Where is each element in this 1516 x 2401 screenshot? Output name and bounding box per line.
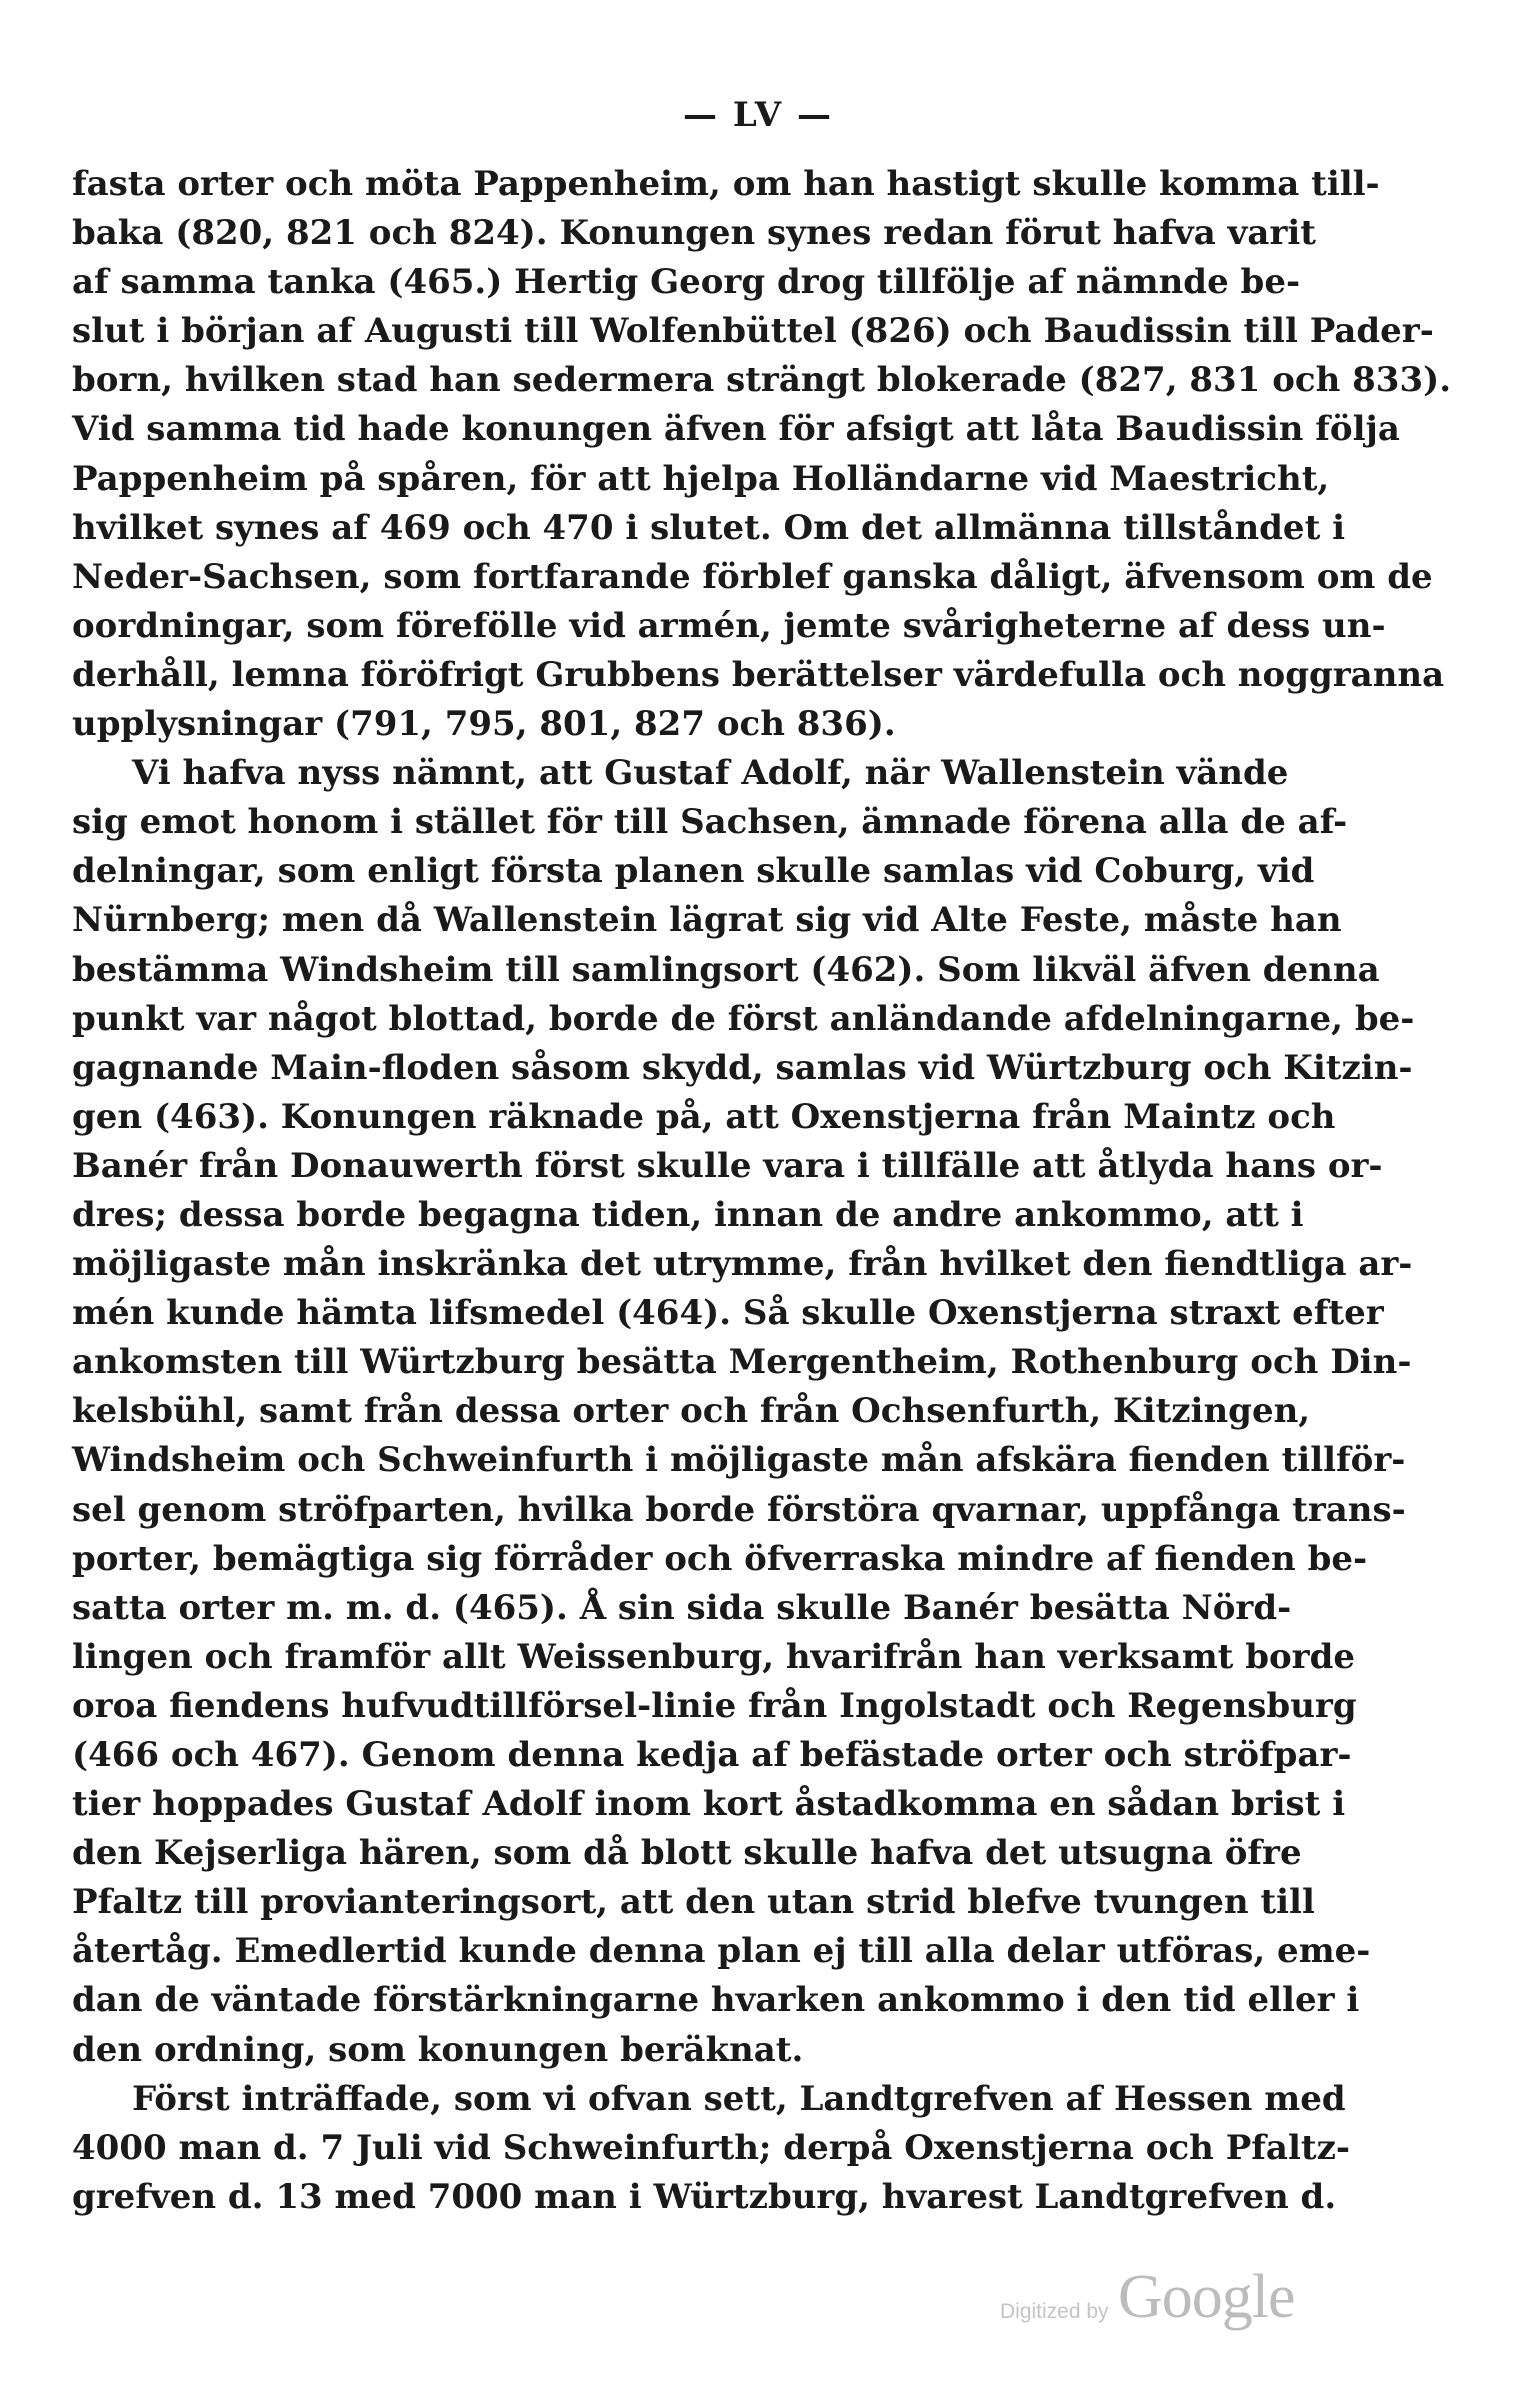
digitized-by-google-watermark [1000, 2262, 1300, 2342]
text-line: Banér från Donauwerth först skulle vara i tillfälle att åtlyda hans or- [72, 1145, 1383, 1186]
text-line: Pappenheim på spåren, för att hjelpa Holländarne vid Maestricht, [72, 458, 1330, 499]
text-line: dres; dessa borde begagna tiden, innan de andre ankommo, att i [72, 1194, 1304, 1235]
text-line: återtåg. Emedlertid kunde denna plan ej till alla delar utföras, eme- [72, 1931, 1371, 1972]
text-line: born, hvilken stad han sedermera strängt blokerade (827, 831 och 833). [72, 360, 1452, 401]
text-line: grefven d. 13 med 7000 man i Würtzburg, hvarest Landtgrefven d. [72, 2176, 1337, 2217]
text-line: sel genom ströfparten, hvilka borde förstöra qvarnar, uppfånga trans- [72, 1489, 1406, 1530]
text-line: kelsbühl, samt från dessa orter och från Ochsenfurth, Kitzingen, [72, 1391, 1311, 1432]
watermark-caption: Digitized by [1000, 2300, 1109, 2323]
paragraph-start-line: Först inträffade, som vi ofvan sett, Landtgrefven af Hessen med [132, 2078, 1346, 2119]
text-line: Vid samma tid hade konungen äfven för afsigt att låta Baudissin följa [72, 409, 1400, 450]
text-line: tier hoppades Gustaf Adolf inom kort åstadkomma en sådan brist i [72, 1784, 1346, 1825]
text-line: slut i början af Augusti till Wolfenbüttel (826) och Baudissin till Pader- [72, 311, 1434, 352]
text-line: gagnande Main-floden såsom skydd, samlas vid Würtzburg och Kitzin- [72, 1047, 1413, 1088]
paragraph-start-line: Vi hafva nyss nämnt, att Gustaf Adolf, när Wallenstein vände [132, 753, 1289, 794]
text-line: satta orter m. m. d. (465). Å sin sida skulle Banér besätta Nörd- [72, 1587, 1292, 1628]
text-line: Pfaltz till provianteringsort, att den utan strid blefve tvungen till [72, 1882, 1315, 1923]
text-line: Neder-Sachsen, som fortfarande förblef ganska dåligt, äfvensom om de [72, 556, 1433, 597]
page-number-header: — LV — [683, 95, 833, 135]
text-line: 4000 man d. 7 Juli vid Schweinfurth; derpå Oxenstjerna och Pfaltz- [72, 2127, 1350, 2168]
google-logo: Google [1118, 2263, 1295, 2331]
text-line: Nürnberg; men då Wallenstein lägrat sig vid Alte Feste, måste han [72, 900, 1342, 941]
text-line: sig emot honom i stället för till Sachsen, ämnade förena alla de af- [72, 802, 1348, 843]
text-line: ankomsten till Würtzburg besätta Mergentheim, Rothenburg och Din- [72, 1342, 1412, 1383]
text-line: möjligaste mån inskränka det utrymme, från hvilket den fiendtliga ar- [72, 1244, 1413, 1285]
text-line: punkt var något blottad, borde de först anländande afdelningarne, be- [72, 998, 1415, 1039]
text-line: dan de väntade förstärkningarne hvarken ankommo i den tid eller i [72, 1980, 1360, 2021]
text-line: fasta orter och möta Pappenheim, om han hastigt skulle komma till- [72, 164, 1380, 204]
text-line: af samma tanka (465.) Hertig Georg drog tillfölje af nämnde be- [72, 262, 1301, 303]
body-text [72, 160, 1452, 2222]
text-line: upplysningar (791, 795, 801, 827 och 836). [72, 704, 896, 745]
text-line: bestämma Windsheim till samlingsort (462). Som likväl äfven denna [72, 949, 1380, 990]
text-line: porter, bemägtiga sig förråder och öfverraska mindre af fienden be- [72, 1538, 1368, 1579]
text-line: den ordning, som konungen beräknat. [72, 2029, 804, 2070]
text-line: oordningar, som förefölle vid armén, jemte svårigheterne af dess un- [72, 605, 1386, 646]
text-line: lingen och framför allt Weissenburg, hvarifrån han verksamt borde [72, 1636, 1355, 1677]
text-line: gen (463). Konungen räknade på, att Oxenstjerna från Maintz och [72, 1096, 1336, 1137]
text-line: delningar, som enligt första planen skulle samlas vid Coburg, vid [72, 851, 1315, 892]
text-line: derhåll, lemna föröfrigt Grubbens berättelser värdefulla och noggranna [72, 654, 1445, 695]
text-line: Windsheim och Schweinfurth i möjligaste mån afskära fienden tillför- [72, 1440, 1406, 1481]
text-line: mén kunde hämta lifsmedel (464). Så skulle Oxenstjerna straxt efter [72, 1293, 1384, 1334]
text-line: baka (820, 821 och 824). Konungen synes redan förut hafva varit [72, 213, 1316, 254]
text-line: oroa fiendens hufvudtillförsel-linie från Ingolstadt och Regensburg [72, 1685, 1357, 1726]
text-line: den Kejserliga hären, som då blott skulle hafva det utsugna öfre [72, 1833, 1302, 1874]
text-line: hvilket synes af 469 och 470 i slutet. Om det allmänna tillståndet i [72, 507, 1346, 548]
text-line: (466 och 467). Genom denna kedja af befästade orter och ströfpar- [72, 1735, 1352, 1775]
